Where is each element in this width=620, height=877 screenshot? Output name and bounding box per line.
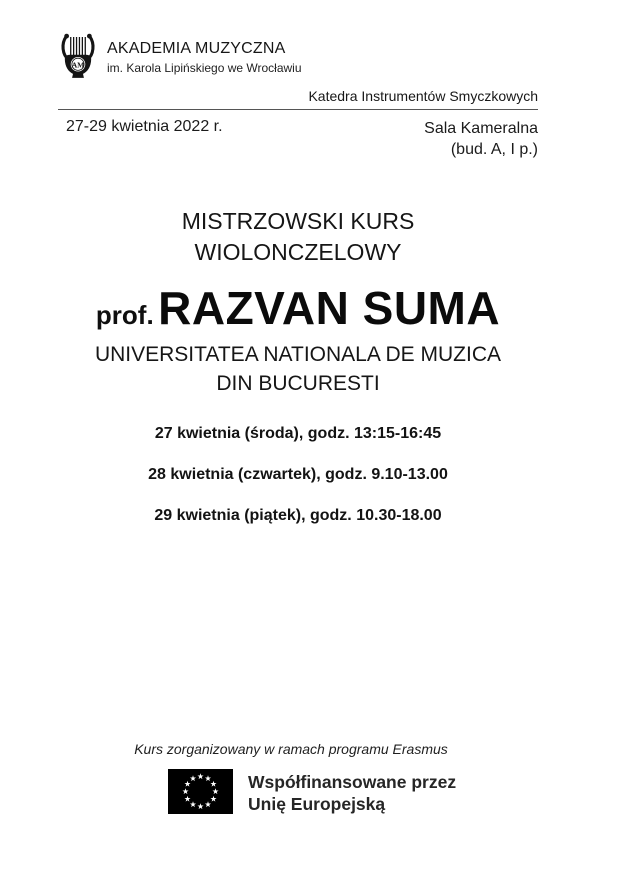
eu-funding-text (248, 769, 456, 815)
header-divider (58, 109, 538, 110)
org-name: AKADEMIA MUZYCZNA (107, 39, 286, 57)
institution-line1: UNIVERSITATEA NATIONALA DE MUZICA (94, 343, 502, 366)
eu-funding-line1: Współfinansowane przez (248, 772, 457, 792)
event-venue (424, 118, 538, 160)
academy-logo (58, 30, 538, 84)
eu-funding-line2: Unię Europejską (248, 794, 386, 814)
eu-flag-icon (168, 769, 233, 814)
institution (58, 340, 538, 398)
course-title (58, 206, 538, 268)
page-content (58, 0, 538, 548)
logo-monogram: AM (71, 60, 85, 70)
schedule-item: 28 kwietnia (czwartek), godz. 9.10-13.00 (148, 466, 448, 483)
course-title-line1: MISTRZOWSKI KURS (181, 208, 415, 234)
schedule (58, 425, 538, 525)
lyre-icon (58, 30, 98, 84)
department-name: Katedra Instrumentów Smyczkowych (308, 88, 538, 104)
institution-line2: DIN BUCURESTI (216, 372, 380, 395)
professor-line (58, 281, 538, 335)
program-note: Kurs zorganizowany w ramach programu Erasmus (134, 741, 448, 757)
professor-name: RAZVAN SUMA (158, 282, 501, 334)
eu-funding-block (168, 769, 456, 815)
org-subtitle: im. Karola Lipińskiego we Wrocławiu (107, 60, 302, 75)
professor-prefix: prof. (95, 300, 154, 330)
course-title-line2: WIOLONCZELOWY (194, 239, 402, 265)
event-meta (58, 118, 538, 160)
schedule-item: 27 kwietnia (środa), godz. 13:15-16:45 (154, 425, 442, 442)
schedule-item: 29 kwietnia (piątek), godz. 10.30-18.00 (154, 507, 442, 524)
venue-building: (bud. A, I p.) (450, 141, 538, 158)
logo-text (107, 40, 302, 75)
venue-name: Sala Kameralna (424, 120, 538, 137)
event-dates: 27-29 kwietnia 2022 r. (66, 118, 223, 135)
